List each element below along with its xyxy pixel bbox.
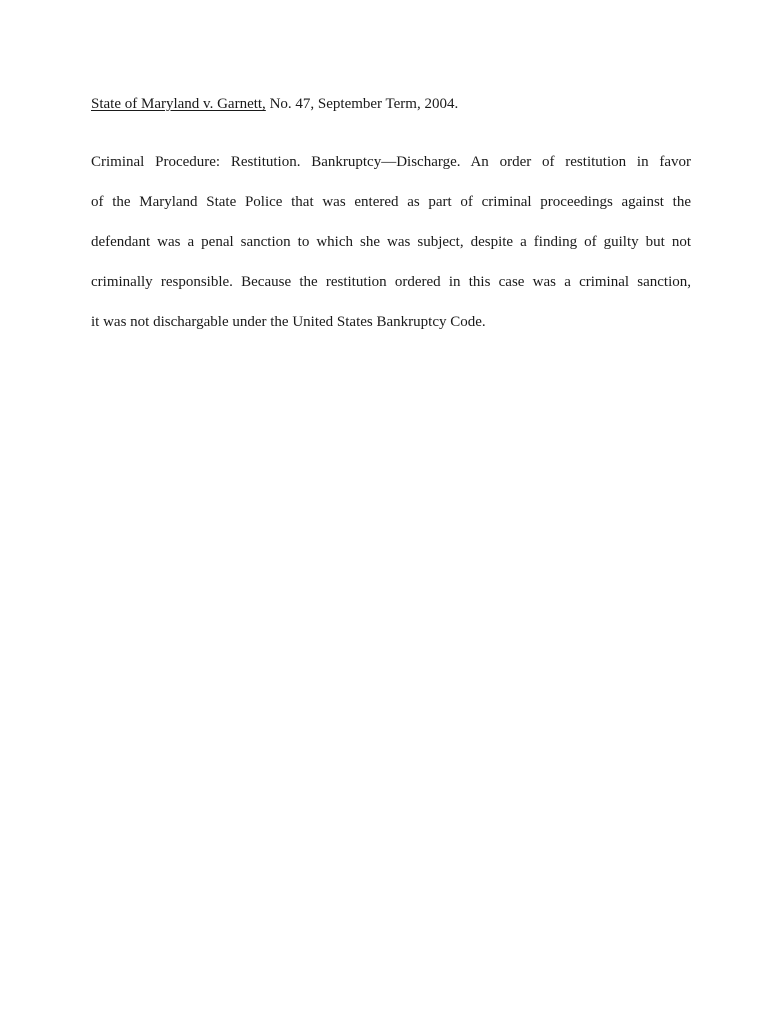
headnote-line-1: Criminal Procedure: Restitution. Bankruptcy—Discharge. An order of restitution in favor bbox=[91, 154, 691, 170]
headnote-line-3: defendant was a penal sanction to which she was subject, despite a finding of guilty but not bbox=[91, 234, 691, 250]
headnote-line-2: of the Maryland State Police that was entered as part of criminal proceedings against the bbox=[91, 194, 691, 210]
case-name: State of Maryland v. Garnett, bbox=[91, 96, 266, 112]
headnote-line-4: criminally responsible. Because the restitution ordered in this case was a criminal sanction, bbox=[91, 274, 691, 290]
headnote-line-5: it was not dischargable under the United States Bankruptcy Code. bbox=[91, 314, 486, 330]
case-number-term: No. 47, September Term, 2004. bbox=[265, 96, 459, 112]
case-citation bbox=[91, 94, 691, 114]
headnote-paragraph bbox=[91, 152, 691, 352]
